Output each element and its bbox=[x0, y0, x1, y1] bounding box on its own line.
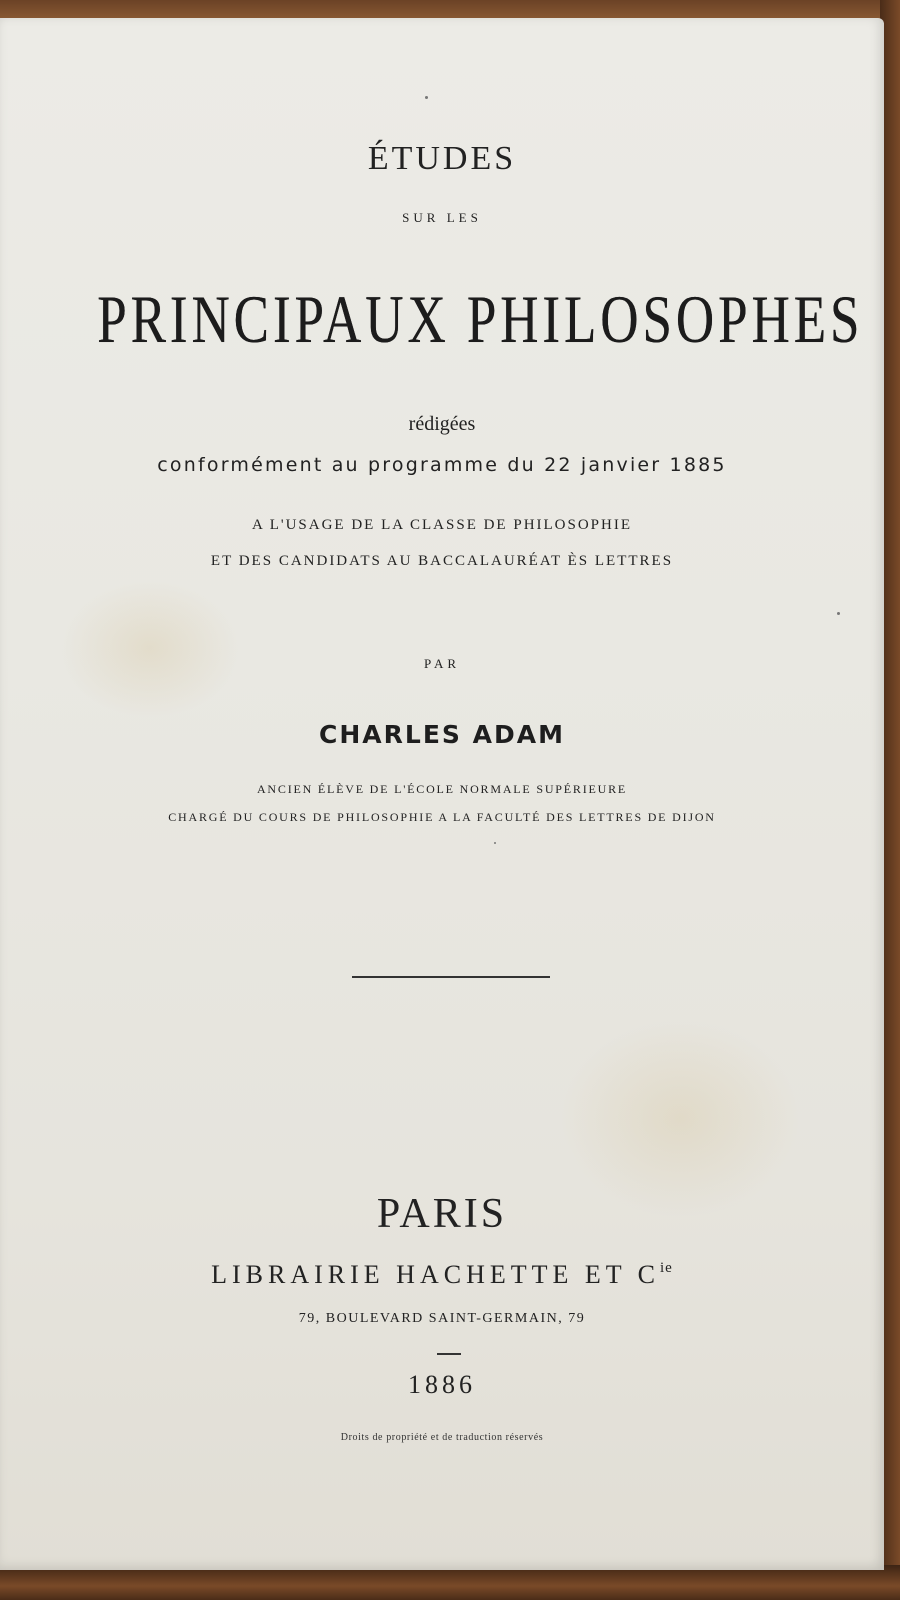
author-credential-2: CHARGÉ DU COURS DE PHILOSOPHIE A LA FACULTÉ DES LETTRES DE DIJON bbox=[168, 810, 716, 824]
usage-line-1: A L'USAGE DE LA CLASSE DE PHILOSOPHIE bbox=[251, 517, 633, 533]
paper-stain bbox=[60, 578, 240, 718]
paper-stain bbox=[560, 1018, 800, 1218]
par-line: PAR bbox=[423, 656, 461, 671]
heading-etudes: ÉTUDES bbox=[367, 140, 517, 177]
main-title: PRINCIPAUX PHILOSOPHES bbox=[97, 281, 864, 357]
redigees-line: rédigées bbox=[408, 413, 476, 435]
title-page bbox=[0, 18, 884, 1570]
imprint-publisher bbox=[0, 1260, 884, 1290]
author-credential-1: ANCIEN ÉLÈVE DE L'ÉCOLE NORMALE SUPÉRIEURE bbox=[256, 782, 628, 796]
imprint-city: PARIS bbox=[376, 1191, 508, 1237]
paper-speck bbox=[425, 96, 428, 99]
section-divider bbox=[352, 976, 550, 978]
rights-notice: Droits de propriété et de traduction réservés bbox=[340, 1432, 544, 1443]
imprint-address: 79, BOULEVARD SAINT-GERMAIN, 79 bbox=[298, 1311, 586, 1326]
publisher-name: LIBRAIRIE HACHETTE ET C bbox=[211, 1260, 661, 1289]
publisher-suffix: ie bbox=[660, 1260, 673, 1276]
usage-line-2: ET DES CANDIDATS AU BACCALAURÉAT ÈS LETTRES bbox=[210, 553, 674, 569]
paper-speck bbox=[837, 612, 840, 615]
program-line: conformément au programme du 22 janvier 1885 bbox=[157, 454, 727, 476]
sub-heading: SUR LES bbox=[402, 210, 482, 225]
imprint-year: 1886 bbox=[408, 1370, 476, 1399]
short-divider bbox=[437, 1353, 461, 1355]
author-name: CHARLES ADAM bbox=[319, 720, 565, 749]
wooden-table-bottom bbox=[0, 1565, 900, 1600]
paper-speck bbox=[494, 842, 496, 844]
